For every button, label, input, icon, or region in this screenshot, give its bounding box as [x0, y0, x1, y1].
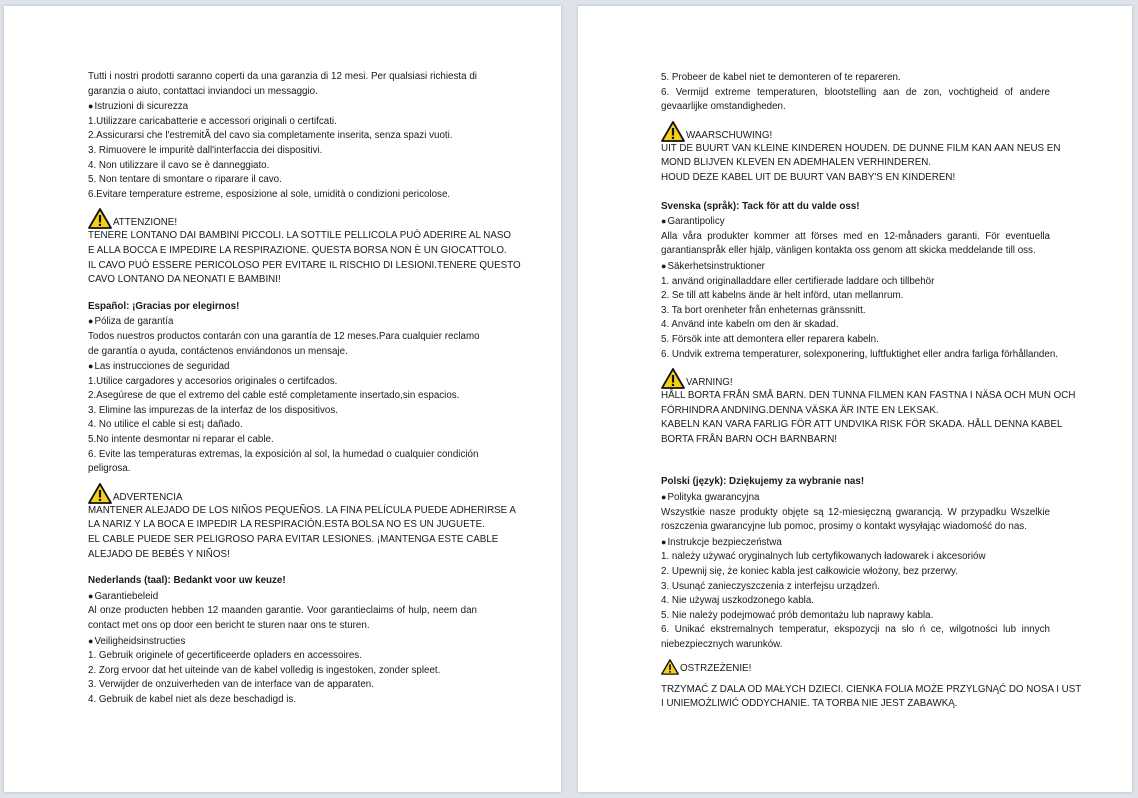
swedish-safety-item: 4. Använd inte kabeln om den är skadad.	[661, 319, 839, 331]
dutch-safety-item: 3. Verwijder de onzuiverheden van de interface van de apparaten.	[88, 679, 374, 691]
document-page-left	[4, 6, 561, 792]
polish-safety-heading: ● Instrukcje bezpieczeństwa	[661, 535, 1050, 551]
spanish-safety-item: 2.Asegúrese de que el extremo del cable esté completamente insertado,sin espacios.	[88, 390, 460, 402]
dutch-safety-item: 5. Probeer de kabel niet te demonteren of te repareren.	[661, 72, 901, 83]
italian-safety-item: 2.Assicurarsi che l'estremitÃ del cavo sia completamente inserita, senza spazi vuoti.	[88, 130, 453, 142]
dutch-warning-line: HOUD DEZE KABEL UIT DE BUURT VAN BABY'S EN KINDEREN!	[661, 171, 956, 183]
spanish-policy-line: Todos nuestros productos contarán con una garantía de 12 meses.Para cualquier reclamo	[88, 330, 480, 342]
swedish-policy-heading: ● Garantipolicy	[661, 214, 1050, 230]
polish-warning-line: TRZYMAĆ Z DALA OD MAŁYCH DZIECI. CIENKA FOLIA MOŻE PRZYLGNĄĆ DO NOSA I UST	[661, 683, 1082, 695]
italian-safety-item: 1.Utilizzare caricabatterie e accessori originali o certifcati.	[88, 115, 337, 127]
italian-safety-item: 4. Non utilizzare il cavo se è danneggiato.	[88, 159, 270, 171]
dutch-heading: Nederlands (taal): Bedankt voor uw keuze!	[88, 575, 286, 587]
polish-safety-item: 3. Usunąć zanieczyszczenia z interfejsu urządzeń.	[661, 580, 880, 592]
dutch-policy-line: Al onze producten hebben 12 maanden garantie. Voor garantieclaims of hulp, neem dan	[88, 605, 477, 617]
spanish-policy-heading: ● Póliza de garantía	[88, 314, 477, 330]
swedish-warning-title	[661, 368, 1050, 389]
swedish-safety-item: 3. Ta bort orenheter från enheternas gränssnitt.	[661, 304, 866, 316]
swedish-policy-line: Alla våra produkter kommer att förses med en 12-månaders garanti. För eventuella	[661, 230, 1050, 242]
spanish-safety-item: 1.Utilice cargadores y accesorios originales o certifcados.	[88, 375, 338, 387]
spanish-heading: Español: ¡Gracias por elegirnos!	[88, 300, 240, 312]
spanish-warning-line: LA NARIZ Y LA BOCA E IMPEDIR LA RESPIRACIÓN.ESTA BOLSA NO ES UN JUGUETE.	[88, 519, 485, 531]
polish-safety-item: 2. Upewnij się, że koniec kabla jest całkowicie włożony, bez przerwy.	[661, 566, 958, 578]
italian-safety-item: 5. Non tentare di smontare o riparare il cavo.	[88, 174, 282, 186]
swedish-safety-item: 1. använd originalladdare eller certifierade laddare och tillbehör	[661, 275, 935, 287]
dutch-policy-line: contact met ons op door een bericht te sturen naar ons te sturen.	[88, 620, 370, 631]
italian-warning-line: IL CAVO PUÒ ESSERE PERICOLOSO PER EVITARE IL RISCHIO DI LESIONI.TENERE QUESTO	[88, 259, 521, 271]
dutch-safety-item: 2. Zorg ervoor dat het uiteinde van de kabel volledig is ingestoken, zonder spleet.	[88, 664, 441, 676]
dutch-policy-heading: ● Garantiebeleid	[88, 589, 477, 605]
polish-safety-item: niebezpiecznych warunków.	[661, 639, 783, 650]
dutch-safety-item: 4. Gebruik de kabel niet als deze beschadigd is.	[88, 693, 297, 705]
spanish-policy-line: de garantía o ayuda, contáctenos enviándonos un mensaje.	[88, 345, 348, 357]
polish-safety-item: 1. należy używać oryginalnych lub certyfikowanych ładowarek i akcesoriów	[661, 551, 986, 563]
warning-label: ADVERTENCIA	[113, 491, 183, 503]
dutch-warning-title	[661, 121, 1050, 142]
warning-label: OSTRZEŻENIE!	[680, 662, 752, 674]
warning-icon	[661, 659, 679, 675]
dutch-safety-item: gevaarlijke omstandigheden.	[661, 101, 786, 113]
polish-policy-line: Wszystkie nasze produkty objęte są 12-miesięczną gwarancją. W przypadku Wszelkie	[661, 506, 1050, 518]
swedish-warning-line: HÅLL BORTA FRÅN SMÅ BARN. DEN TUNNA FILMEN KAN FASTNA I NÄSA OCH MUN OCH	[661, 390, 1076, 402]
warning-icon	[661, 368, 685, 389]
spanish-safety-item: 3. Elimine las impurezas de la interfaz de los dispositivos.	[88, 404, 338, 416]
dutch-warning-line: UIT DE BUURT VAN KLEINE KINDEREN HOUDEN. DE DUNNE FILM KAN AAN NEUS EN	[661, 142, 1061, 154]
document-page-right	[578, 6, 1132, 792]
spanish-warning-line: ALEJADO DE BEBÉS Y NIÑOS!	[88, 548, 230, 560]
italian-warning-line: E ALLA BOCCA E IMPEDIRE LA RESPIRAZIONE. QUESTA BORSA NON È UN GIOCATTOLO.	[88, 244, 507, 256]
swedish-heading: Svenska (språk): Tack för att du valde oss!	[661, 200, 860, 212]
warning-label: ATTENZIONE!	[113, 217, 178, 229]
spanish-warning-line: EL CABLE PUEDE SER PELIGROSO PARA EVITAR LESIONES. ¡MANTENGA ESTE CABLE	[88, 534, 499, 546]
dutch-safety-item: 1. Gebruik originele of gecertificeerde opladers en accessoires.	[88, 650, 362, 662]
italian-warning-title	[88, 208, 477, 229]
spanish-safety-item: 5.No intente desmontar ni reparar el cable.	[88, 434, 274, 446]
polish-warning-line: I UNIEMOŻLIWIĆ ODDYCHANIE. TA TORBA NIE JEST ZABAWKĄ.	[661, 698, 958, 710]
dutch-warning-line: MOND BLIJVEN KLEVEN EN ADEMHALEN VERHINDEREN.	[661, 157, 932, 169]
swedish-safety-item: 6. Undvik extrema temperaturer, solexponering, luftfuktighet eller andra farliga förhållanden.	[661, 348, 1058, 360]
italian-intro-line: Tutti i nostri prodotti saranno coperti da una garanzia di 12 mesi. Per qualsiasi richiesta di	[88, 71, 477, 82]
swedish-warning-line: KABELN KAN VARA FARLIG FÖR ATT UNDVIKA RISK FÖR SKADA. HÅLL DENNA KABEL	[661, 419, 1063, 431]
polish-policy-line: roszczenia gwarancyjne lub pomoc, prosimy o kontakt wysyłając wiadomość do nas.	[661, 521, 1027, 533]
swedish-safety-item: 2. Se till att kabelns ände är helt införd, utan mellanrum.	[661, 290, 904, 302]
italian-warning-line: CAVO LONTANO DA NEONATI E BAMBINI!	[88, 274, 281, 286]
warning-icon	[661, 121, 685, 142]
dutch-safety-heading: ● Veiligheidsinstructies	[88, 634, 477, 650]
swedish-warning-line: FÖRHINDRA ANDNING.DENNA VÄSKA ÄR INTE EN LEKSAK.	[661, 404, 939, 416]
italian-intro-line: garanzia o aiuto, contattaci inviandoci un messaggio.	[88, 85, 318, 97]
spanish-warning-line: MANTENER ALEJADO DE LOS NIÑOS PEQUEÑOS. LA FINA PELÍCULA PUEDE ADHERIRSE A	[88, 504, 516, 516]
swedish-warning-line: BORTA FRÅN BARN OCH BARNBARN!	[661, 433, 838, 445]
polish-warning-title	[661, 659, 1050, 675]
warning-icon	[88, 208, 112, 229]
polish-policy-heading: ● Polityka gwarancyjna	[661, 490, 1050, 506]
italian-safety-item: 3. Rimuovere le impuritè dall'interfaccia dei dispositivi.	[88, 144, 323, 156]
swedish-safety-item: 5. Försök inte att demontera eller reparera kabeln.	[661, 333, 879, 345]
spanish-warning-title	[88, 483, 477, 504]
spanish-safety-heading: ● Las instrucciones de seguridad	[88, 359, 477, 375]
swedish-safety-heading: ● Säkerhetsinstruktioner	[661, 259, 1050, 275]
italian-safety-item: 6.Evitare temperature estreme, esposizione al sole, umidità o condizioni pericolose.	[88, 188, 451, 200]
spanish-safety-item: peligrosa.	[88, 463, 131, 475]
spanish-safety-item: 4. No utilice el cable si est¡ dañado.	[88, 419, 243, 431]
dutch-safety-item: 6. Vermijd extreme temperaturen, blootstelling aan de zon, vochtigheid of andere	[661, 86, 1050, 98]
warning-icon	[88, 483, 112, 504]
polish-safety-item: 5. Nie należy podejmować prób demontażu lub naprawy kabla.	[661, 609, 934, 621]
polish-safety-item: 4. Nie używaj uszkodzonego kabla.	[661, 595, 815, 607]
italian-warning-line: TENERE LONTANO DAI BAMBINI PICCOLI. LA SOTTILE PELLICOLA PUÒ ADERIRE AL NASO	[88, 230, 512, 242]
warning-label: VARNING!	[686, 377, 733, 389]
swedish-policy-line: garantianspråk eller hjälp, vänligen kontakta oss genom att skicka meddelande till oss.	[661, 245, 1036, 257]
spanish-safety-item: 6. Evite las temperaturas extremas, la exposición al sol, la humedad o cualquier condición	[88, 448, 479, 460]
warning-label: WAARSCHUWING!	[686, 129, 773, 141]
italian-safety-heading: ● Istruzioni di sicurezza	[88, 99, 477, 115]
polish-safety-item: 6. Unikać ekstremalnych temperatur, ekspozycji na sło ń ce, wilgotności lub innych	[661, 624, 1050, 636]
polish-heading: Polski (język): Dziękujemy za wybranie nas!	[661, 476, 865, 488]
